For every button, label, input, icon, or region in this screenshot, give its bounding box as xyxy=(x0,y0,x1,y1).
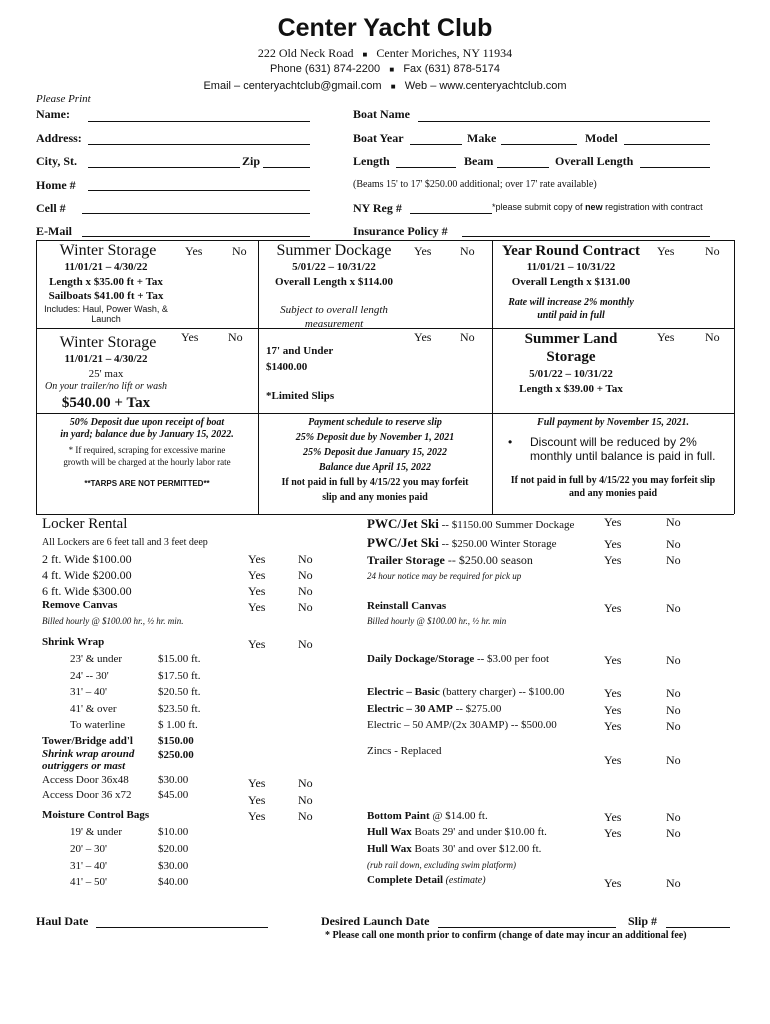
access-door-2-price: $45.00 xyxy=(158,789,189,801)
page-title: Center Yacht Club xyxy=(277,14,493,42)
summer-under-no[interactable]: No xyxy=(460,330,475,344)
trailer-storage-no[interactable]: No xyxy=(666,553,681,567)
home-phone-label: Home # xyxy=(36,178,76,192)
bottom-paint xyxy=(367,810,488,822)
pwc-summer-yes[interactable]: Yes xyxy=(604,515,622,529)
web: Web – www.centeryachtclub.com xyxy=(404,80,567,92)
email-label: E-Mail xyxy=(36,224,72,238)
haul-date-field[interactable] xyxy=(96,927,268,928)
hull-wax-note: (rub rail down, excluding swim platform) xyxy=(367,860,516,870)
please-print: Please Print xyxy=(36,93,91,105)
bottom-paint-yes[interactable]: Yes xyxy=(604,810,622,824)
shrink-price: $ 1.00 ft. xyxy=(158,719,198,731)
street-address: 222 Old Neck Road xyxy=(257,46,354,60)
pwc-summer-no[interactable]: No xyxy=(666,515,681,529)
remove-canvas-no[interactable]: No xyxy=(298,600,313,614)
moisture-size: 19' & under xyxy=(70,826,123,838)
moisture-price: $10.00 xyxy=(158,826,189,838)
summer-land-dates: 5/01/22 – 10/31/22 xyxy=(529,368,613,380)
trailer-note: 24 hour notice may be required for pick up xyxy=(367,571,522,581)
summer-dockage-note: Subject to overall length measurement xyxy=(280,304,388,330)
complete-detail-estimate: (estimate) xyxy=(443,875,486,886)
locker-4ft-yes[interactable]: Yes xyxy=(248,568,266,582)
email-field[interactable] xyxy=(82,236,310,237)
winter-storage-yes[interactable]: Yes xyxy=(185,244,203,258)
launch-date-label: Desired Launch Date xyxy=(321,914,430,928)
bottom-paint-price: @ $14.00 ft. xyxy=(429,810,488,822)
terms-mid-2: 25% Deposit due by November 1, 2021 xyxy=(295,432,455,443)
overall-length-field[interactable] xyxy=(640,167,710,168)
winter-storage-includes: Includes: Haul, Power Wash, & Launch xyxy=(44,304,168,324)
reg-note xyxy=(492,202,703,212)
fax: Fax (631) 878-5174 xyxy=(403,63,500,75)
terms-left-4: growth will be charged at the hourly labor rate xyxy=(63,457,231,467)
zincs-yes[interactable]: Yes xyxy=(604,753,622,767)
hull-wax-large-price: Boats 30' and over $12.00 ft. xyxy=(411,843,542,855)
daily-dockage-yes[interactable]: Yes xyxy=(604,653,622,667)
bottom-paint-no[interactable]: No xyxy=(666,810,681,824)
winter-storage-sailboat-rate: Sailboats $41.00 ft + Tax xyxy=(48,290,164,302)
boat-name-field[interactable] xyxy=(418,121,710,122)
beam-field[interactable] xyxy=(497,167,549,168)
model-field[interactable] xyxy=(624,144,710,145)
complete-detail-yes[interactable]: Yes xyxy=(604,876,622,890)
summer-land-yes[interactable]: Yes xyxy=(657,330,675,344)
complete-detail xyxy=(367,874,486,886)
home-phone-field[interactable] xyxy=(88,190,310,191)
pwc-winter-label: PWC/Jet Ski xyxy=(367,535,439,550)
locker-rental-title: Locker Rental xyxy=(42,516,128,532)
terms-right-2: Discount will be reduced by 2% monthly until balance is paid in full. xyxy=(530,435,716,463)
overall-length-label: Overall Length xyxy=(555,154,634,168)
reinstall-canvas-title: Reinstall Canvas xyxy=(367,600,447,612)
shrink-wrap-yes[interactable]: Yes xyxy=(248,637,266,651)
locker-note: All Lockers are 6 feet tall and 3 feet deep xyxy=(42,537,208,548)
phone: Phone (631) 874-2200 xyxy=(270,63,381,75)
summer-dockage-title: Summer Dockage xyxy=(276,242,392,259)
zincs-replaced: Zincs - Replaced xyxy=(367,745,442,757)
length-label: Length xyxy=(353,154,390,168)
make-field[interactable] xyxy=(501,144,577,145)
electric-50amp: Electric – 50 AMP/(2x 30AMP) -- $500.00 xyxy=(367,719,557,731)
shrink-price: $17.50 ft. xyxy=(158,670,201,682)
grid-left-mid xyxy=(36,328,258,329)
terms-left-2: in yard; balance due by January 15, 2022. xyxy=(60,429,234,440)
hull-wax-small-label: Hull Wax xyxy=(367,826,412,838)
winter-storage-trailer-dates: 11/01/21 – 4/30/22 xyxy=(64,353,148,365)
pwc-winter-price: -- $250.00 Winter Storage xyxy=(438,538,557,550)
summer-land-title-2: Storage xyxy=(546,349,596,365)
shrink-size: 41' & over xyxy=(70,703,117,715)
city-field[interactable] xyxy=(88,167,240,168)
access-door-1-yes[interactable]: Yes xyxy=(248,776,266,790)
summer-dockage-dates: 5/01/22 – 10/31/22 xyxy=(292,261,376,273)
winter-storage-trailer-no[interactable]: No xyxy=(228,330,243,344)
grid-divider-2 xyxy=(492,240,493,514)
terms-mid-4: Balance due April 15, 2022 xyxy=(318,462,432,473)
outrigger-price: $250.00 xyxy=(158,749,194,761)
moisture-price: $20.00 xyxy=(158,843,189,855)
moisture-price: $30.00 xyxy=(158,860,189,872)
electric-30amp-yes[interactable]: Yes xyxy=(604,703,622,717)
electric-30amp-no[interactable]: No xyxy=(666,703,681,717)
electric-50amp-yes[interactable]: Yes xyxy=(604,719,622,733)
daily-dockage-no[interactable]: No xyxy=(666,653,681,667)
pwc-summer-label: PWC/Jet Ski xyxy=(367,516,439,531)
summer-dockage-no[interactable]: No xyxy=(460,244,475,258)
reinstall-canvas-note: Billed hourly @ $100.00 hr., ½ hr. min xyxy=(367,616,507,626)
moisture-price: $40.00 xyxy=(158,876,189,888)
reg-note-post: registration with contract xyxy=(602,202,703,212)
cell-phone-label: Cell # xyxy=(36,201,66,215)
tower-bridge-price: $150.00 xyxy=(158,735,194,747)
name-label: Name: xyxy=(36,107,70,121)
reg-note-bold: new xyxy=(585,202,603,212)
electric-basic-price: (battery charger) -- $100.00 xyxy=(439,686,565,698)
locker-4ft-no[interactable]: No xyxy=(298,568,313,582)
remove-canvas-yes[interactable]: Yes xyxy=(248,600,266,614)
terms-right-3: If not paid in full by 4/15/22 you may forfeit slip xyxy=(510,475,716,486)
year-round-dates: 11/01/21 – 10/31/22 xyxy=(526,261,616,273)
terms-mid-1: Payment schedule to reserve slip xyxy=(308,417,442,428)
access-door-2-no[interactable]: No xyxy=(298,793,313,807)
electric-basic-no[interactable]: No xyxy=(666,686,681,700)
terms-right-4: and any monies paid xyxy=(568,488,658,499)
summer-land-no[interactable]: No xyxy=(705,330,720,344)
daily-dockage-price: -- $3.00 per foot xyxy=(474,653,550,665)
electric-30amp-price: -- $275.00 xyxy=(452,703,502,715)
hull-wax-small-price: Boats 29' and under $10.00 ft. xyxy=(411,826,547,838)
access-door-1-no[interactable]: No xyxy=(298,776,313,790)
winter-storage-trailer-max: 25' max xyxy=(88,368,124,380)
winter-storage-dates: 11/01/21 – 4/30/22 xyxy=(64,261,148,273)
launch-date-field[interactable] xyxy=(438,927,616,928)
insurance-label: Insurance Policy # xyxy=(353,224,448,238)
bullet: ■ xyxy=(390,82,396,91)
address-label: Address: xyxy=(36,131,82,145)
trailer-storage-price: -- $250.00 season xyxy=(444,553,533,567)
length-field[interactable] xyxy=(396,167,456,168)
boat-year-field[interactable] xyxy=(410,144,462,145)
shrink-size: 23' & under xyxy=(70,653,123,665)
pwc-summer-price: -- $1150.00 Summer Dockage xyxy=(438,519,575,531)
ny-reg-label: NY Reg # xyxy=(353,201,402,215)
locker-6ft-no[interactable]: No xyxy=(298,584,313,598)
trailer-storage xyxy=(367,553,533,568)
locker-6ft-yes[interactable]: Yes xyxy=(248,584,266,598)
limited-slips: *Limited Slips xyxy=(266,390,335,402)
boat-year-label: Boat Year xyxy=(353,131,404,145)
hull-wax-small xyxy=(367,826,547,838)
moisture-size: 31' – 40' xyxy=(70,860,107,872)
shrink-wrap-title: Shrink Wrap xyxy=(42,636,105,648)
daily-dockage xyxy=(367,653,549,665)
shrink-size: 24' -- 30' xyxy=(70,670,109,682)
winter-storage-trailer-price: $540.00 + Tax xyxy=(61,395,151,411)
shrink-size: 31' – 40' xyxy=(70,686,107,698)
shrink-price: $23.50 ft. xyxy=(158,703,201,715)
terms-left-1: 50% Deposit due upon receipt of boat xyxy=(69,417,225,428)
moisture-bags-yes[interactable]: Yes xyxy=(248,809,266,823)
complete-detail-no[interactable]: No xyxy=(666,876,681,890)
locker-6ft: 6 ft. Wide $300.00 xyxy=(42,584,132,598)
pwc-winter-no[interactable]: No xyxy=(666,537,681,551)
year-round-note: Rate will increase 2% monthly until paid in full xyxy=(508,297,634,321)
winter-storage-trailer-title: Winter Storage xyxy=(59,334,157,351)
locker-2ft: 2 ft. Wide $100.00 xyxy=(42,552,132,566)
zip-field[interactable] xyxy=(263,167,310,168)
zincs-no[interactable]: No xyxy=(666,753,681,767)
summer-under-price: $1400.00 xyxy=(266,361,308,373)
year-round-yes[interactable]: Yes xyxy=(657,244,675,258)
reg-note-pre: *please submit copy of xyxy=(492,202,586,212)
locker-2ft-yes[interactable]: Yes xyxy=(248,552,266,566)
access-door-1-price: $30.00 xyxy=(158,774,189,786)
summer-dockage-yes[interactable]: Yes xyxy=(414,244,432,258)
winter-storage-trailer-note: On your trailer/no lift or wash xyxy=(45,381,167,392)
locker-2ft-no[interactable]: No xyxy=(298,552,313,566)
shrink-wrap-no[interactable]: No xyxy=(298,637,313,651)
winter-storage-title: Winter Storage xyxy=(59,242,157,259)
model-label: Model xyxy=(585,131,618,145)
access-door-2-label: Access Door 36 x72 xyxy=(42,789,132,801)
shrink-price: $20.50 ft. xyxy=(158,686,201,698)
complete-detail-label: Complete Detail xyxy=(367,874,444,886)
hull-wax-large-label: Hull Wax xyxy=(367,843,412,855)
summer-land-title-1: Summer Land xyxy=(524,331,618,347)
boat-name-label: Boat Name xyxy=(353,107,410,121)
electric-50amp-no[interactable]: No xyxy=(666,719,681,733)
terms-mid-5: If not paid in full by 4/15/22 you may forfeit xyxy=(281,477,469,488)
summer-land-rate: Length x $39.00 + Tax xyxy=(519,383,623,395)
email: Email – centeryachtclub@gmail.com xyxy=(203,80,382,92)
moisture-size: 41' – 50' xyxy=(70,876,107,888)
hull-wax-large xyxy=(367,843,541,855)
summer-under-size: 17' and Under xyxy=(266,345,334,357)
moisture-bags-no[interactable]: No xyxy=(298,809,313,823)
trailer-storage-yes[interactable]: Yes xyxy=(604,553,622,567)
city-label: City, St. xyxy=(36,154,78,168)
reinstall-canvas-no[interactable]: No xyxy=(666,601,681,615)
summer-under-yes[interactable]: Yes xyxy=(414,330,432,344)
hull-wax-no[interactable]: No xyxy=(666,826,681,840)
access-door-1-label: Access Door 36x48 xyxy=(42,774,129,786)
locker-4ft: 4 ft. Wide $200.00 xyxy=(42,568,132,582)
ny-reg-field[interactable] xyxy=(410,213,492,214)
winter-storage-trailer-yes[interactable]: Yes xyxy=(181,330,199,344)
summer-dockage-rate: Overall Length x $114.00 xyxy=(275,276,393,288)
outrigger-label-2: outriggers or mast xyxy=(42,760,126,772)
electric-basic xyxy=(367,686,564,698)
bullet: ■ xyxy=(389,65,395,74)
electric-basic-yes[interactable]: Yes xyxy=(604,686,622,700)
bullet: ■ xyxy=(362,50,368,59)
pwc-winter xyxy=(367,535,556,551)
winter-storage-rate: Length x $35.00 ft + Tax xyxy=(49,276,163,288)
beam-label: Beam xyxy=(464,154,494,168)
terms-right-1: Full payment by November 15, 2021. xyxy=(537,417,689,428)
bottom-paint-label: Bottom Paint xyxy=(367,810,430,822)
grid-terms-border xyxy=(36,413,734,414)
hull-wax-yes[interactable]: Yes xyxy=(604,826,622,840)
contact-line xyxy=(0,80,770,92)
pwc-summer xyxy=(367,516,574,532)
year-round-title: Year Round Contract xyxy=(501,243,641,259)
make-label: Make xyxy=(467,131,497,145)
tarps-notice: **TARPS ARE NOT PERMITTED** xyxy=(84,479,210,488)
slip-label: Slip # xyxy=(628,914,658,928)
terms-mid-3: 25% Deposit due January 15, 2022 xyxy=(303,447,447,458)
zip-label: Zip xyxy=(242,154,261,168)
daily-dockage-label: Daily Dockage/Storage xyxy=(367,653,475,665)
terms-mid-6: slip and any monies paid xyxy=(322,492,428,503)
city-address: Center Moriches, NY 11934 xyxy=(376,46,513,60)
access-door-2-yes[interactable]: Yes xyxy=(248,793,266,807)
beams-note: (Beams 15' to 17' $250.00 additional; over 17' rate available) xyxy=(353,179,597,190)
insurance-field[interactable] xyxy=(462,236,710,237)
year-round-rate: Overall Length x $131.00 xyxy=(511,276,631,288)
shrink-price: $15.00 ft. xyxy=(158,653,201,665)
slip-field[interactable] xyxy=(666,927,730,928)
phone-line xyxy=(0,63,770,75)
grid-top-border xyxy=(36,240,734,241)
pwc-winter-yes[interactable]: Yes xyxy=(604,537,622,551)
moisture-size: 20' – 30' xyxy=(70,843,107,855)
year-round-no[interactable]: No xyxy=(705,244,720,258)
terms-left-3: * If required, scraping for excessive marine xyxy=(68,445,226,455)
address-line xyxy=(0,46,770,61)
electric-basic-label: Electric – Basic xyxy=(367,686,440,698)
address-field[interactable] xyxy=(88,144,310,145)
cell-phone-field[interactable] xyxy=(82,213,310,214)
footer-note: * Please call one month prior to confirm (change of date may incur an additional fee) xyxy=(325,930,687,941)
remove-canvas-title: Remove Canvas xyxy=(42,599,118,611)
moisture-bags-title: Moisture Control Bags xyxy=(42,809,150,821)
grid-right-border xyxy=(734,240,735,514)
electric-30amp-label: Electric – 30 AMP xyxy=(367,703,453,715)
grid-bottom-border xyxy=(36,514,734,515)
bullet-icon: • xyxy=(508,435,513,449)
tower-bridge-label: Tower/Bridge add'l xyxy=(42,735,133,747)
name-field[interactable] xyxy=(88,121,310,122)
shrink-size: To waterline xyxy=(70,719,126,731)
electric-30amp xyxy=(367,703,501,715)
outrigger-label-1: Shrink wrap around xyxy=(42,748,135,760)
remove-canvas-note: Billed hourly @ $100.00 hr., ½ hr. min. xyxy=(42,616,184,626)
winter-storage-no[interactable]: No xyxy=(232,244,247,258)
haul-date-label: Haul Date xyxy=(36,914,89,928)
grid-right-mid xyxy=(492,328,734,329)
trailer-storage-label: Trailer Storage xyxy=(367,553,445,567)
reinstall-canvas-yes[interactable]: Yes xyxy=(604,601,622,615)
